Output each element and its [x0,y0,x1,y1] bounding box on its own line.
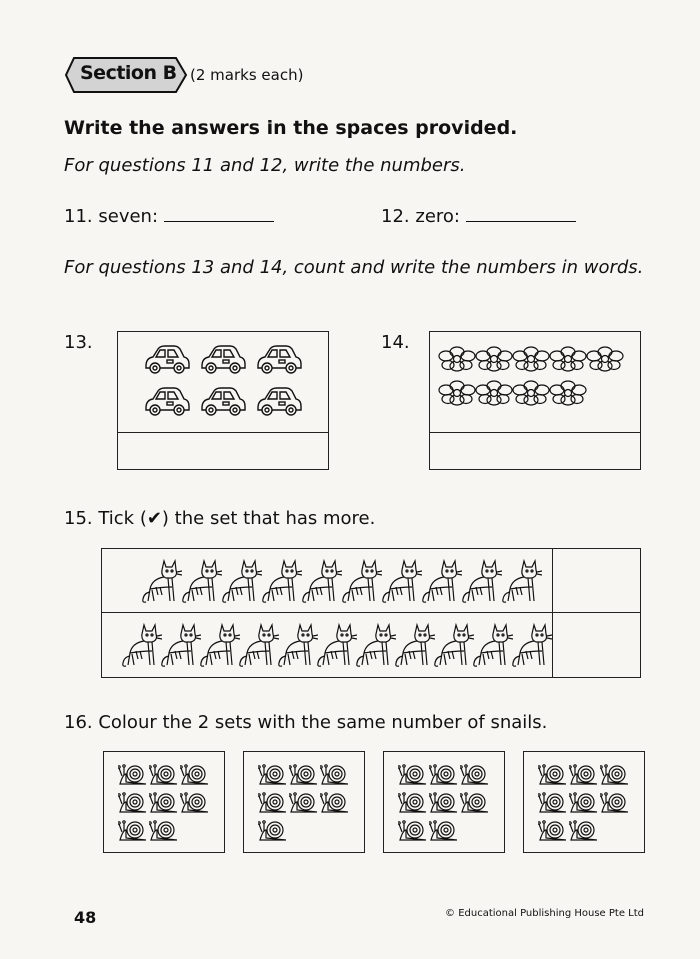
snail-icon [398,762,428,786]
snail-sets [103,751,643,853]
answer-box[interactable] [119,434,327,468]
flower-icon [586,346,624,372]
main-instruction: Write the answers in the spaces provided. [64,117,518,139]
answer-blank[interactable] [466,203,576,222]
flower-icon [475,346,513,372]
cat-icon [142,557,182,605]
page-number: 48 [74,908,97,927]
cat-icon [262,557,302,605]
car-set [143,342,313,427]
snail-icon [118,762,148,786]
question-number: 11. [64,206,93,227]
snail-icon [258,790,288,814]
snail-icon [258,818,288,842]
cat-icon [395,621,435,669]
question-label: zero: [415,206,460,227]
cat-icon [302,557,342,605]
copyright: © Educational Publishing House Pte Ltd [445,908,644,919]
cat-icon [182,557,222,605]
snail-icon [149,762,179,786]
snail-icon [460,790,490,814]
answer-blank[interactable] [164,203,274,222]
car-icon [143,384,191,418]
cat-icon [239,621,279,669]
cat-icon [512,621,552,669]
cat-icon [356,621,396,669]
cat-row-1 [142,557,542,609]
snail-icon [289,762,319,786]
instruction-q13-14: For questions 13 and 14, count and write the numbers in words. [64,257,644,278]
cat-icon [502,557,542,605]
snail-icon [538,790,568,814]
snail-icon [180,790,210,814]
snail-icon [118,790,148,814]
car-icon [143,342,191,376]
flower-icon [512,346,550,372]
snail-set-box[interactable] [103,751,225,853]
snail-set-box[interactable] [243,751,365,853]
snail-icon [398,790,428,814]
question-15-text: 15. Tick (✔) the set that has more. [64,508,376,529]
snail-icon [538,818,568,842]
question-15-table [101,548,641,678]
snail-icon [429,818,459,842]
cat-icon [434,621,474,669]
flower-icon [475,380,513,406]
car-icon [255,384,303,418]
snail-icon [569,762,599,786]
snail-icon [569,818,599,842]
tick-box-1[interactable] [554,550,639,611]
flower-icon [438,346,476,372]
section-label: Section B [80,62,177,84]
snail-icon [600,790,630,814]
cat-icon [382,557,422,605]
car-icon [255,342,303,376]
snail-icon [289,790,319,814]
cat-icon [462,557,502,605]
snail-icon [569,790,599,814]
cat-icon [342,557,382,605]
flower-icon [512,380,550,406]
question-12 [381,203,576,227]
flower-icon [438,380,476,406]
cat-icon [200,621,240,669]
snail-icon [398,818,428,842]
question-14-box [429,331,641,470]
instruction-q11-12: For questions 11 and 12, write the numbers. [64,155,466,176]
tick-box-2[interactable] [554,615,639,676]
cat-icon [278,621,318,669]
snail-icon [149,818,179,842]
flower-set [438,346,633,416]
question-number: 13. [64,332,93,353]
snail-icon [538,762,568,786]
car-icon [199,384,247,418]
question-11 [64,203,274,227]
flower-icon [549,346,587,372]
marks-note: (2 marks each) [190,66,304,84]
snail-icon [320,762,350,786]
cat-icon [422,557,462,605]
question-number: 14. [381,332,410,353]
question-13-box [117,331,329,470]
cat-icon [122,621,162,669]
car-icon [199,342,247,376]
cat-icon [473,621,513,669]
cat-icon [317,621,357,669]
question-16-text: 16. Colour the 2 sets with the same number of snails. [64,712,548,733]
answer-box[interactable] [431,434,639,468]
snail-set-box[interactable] [383,751,505,853]
snail-icon [180,762,210,786]
snail-icon [258,762,288,786]
section-badge [64,56,186,92]
question-label: seven: [98,206,159,227]
cat-row-2 [122,621,552,673]
cat-icon [161,621,201,669]
snail-icon [429,762,459,786]
flower-icon [549,380,587,406]
question-number: 12. [381,206,410,227]
snail-icon [600,762,630,786]
snail-icon [460,762,490,786]
snail-icon [149,790,179,814]
snail-icon [118,818,148,842]
cat-icon [222,557,262,605]
snail-set-box[interactable] [523,751,645,853]
snail-icon [429,790,459,814]
snail-icon [320,790,350,814]
